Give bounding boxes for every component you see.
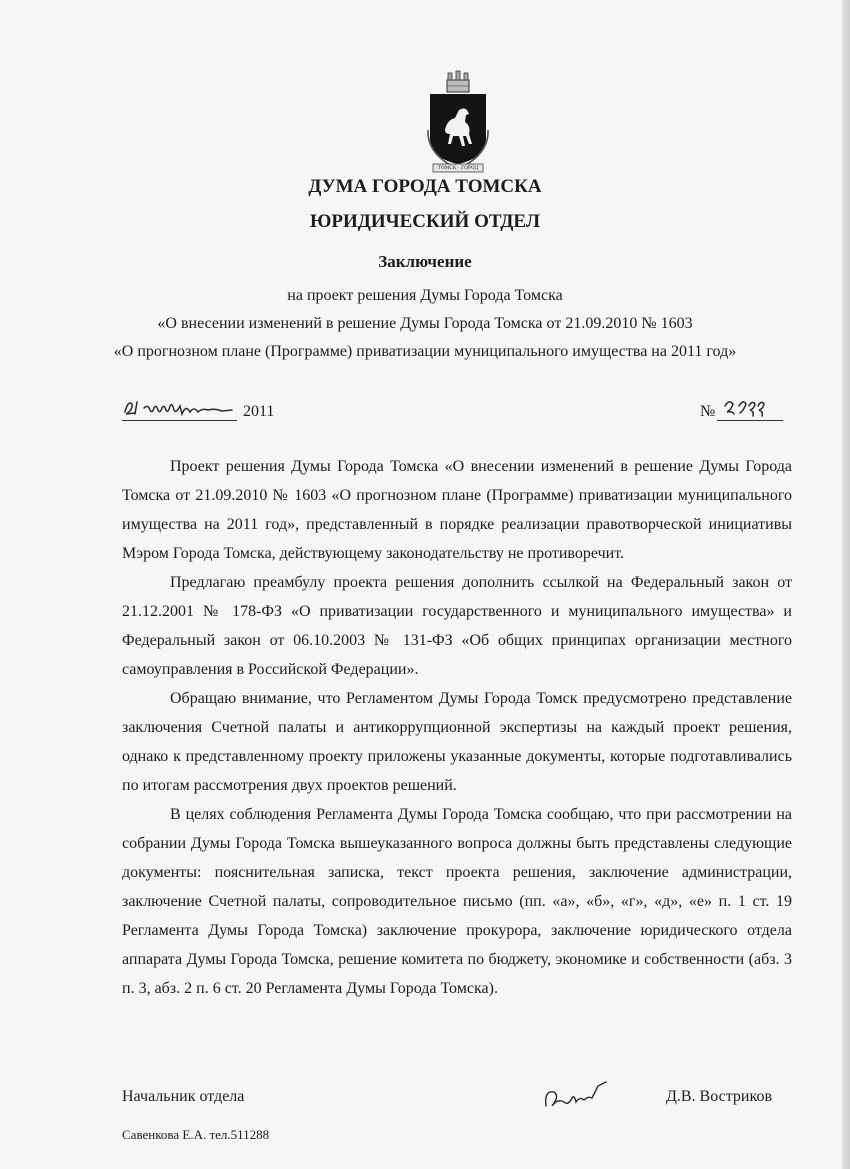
emblem-motto: ТОМСК · ГОРОД — [437, 166, 479, 171]
conclusion-body — [122, 452, 792, 1003]
signature-block — [122, 1088, 772, 1118]
subject-line: «О внесении изменений в решение Думы Города Томска от 21.09.2010 № 1603 — [157, 315, 693, 332]
signer-name: Д.В. Востриков — [665, 1088, 772, 1105]
department-name: ЮРИДИЧЕСКИЙ ОТДЕЛ — [310, 211, 540, 232]
coat-of-arms-icon — [423, 70, 493, 180]
paragraph: Обращаю внимание, что Регламентом Думы Города Томск предусмотрено представление заключения Счетной палаты и антикоррупционной экспертизы на каждый проект решения, однако к представленному проекту приложены указанные документы, которые подготавливались по итогам рассмотрения двух проектов решений. — [122, 690, 792, 794]
signer-position: Начальник отдела — [122, 1088, 245, 1105]
paragraph: В целях соблюдения Регламента Думы Города Томска сообщаю, что при рассмотрении на собрании Думы Города Томска вышеуказанного вопроса должны быть представлены следующие документы: пояснительная записка, текст проекта решения, заключение администрации, заключение Счетной палаты, сопроводительное письмо (пп. «а», «б», «г», «д», «е» п. 1 ст. 19 Регламента Думы Города Томска) заключение прокурора, заключение юридического отдела аппарата Думы Города Томска, решение комитета по бюджету, экономике и собственности (абз. 3 п. 3, абз. 2 п. 6 ст. 20 Регламента Думы Города Томска). — [122, 806, 792, 997]
document-title: Заключение — [378, 252, 472, 271]
handwritten-number — [717, 398, 783, 421]
city-coat-of-arms — [423, 70, 493, 180]
paragraph: Проект решения Думы Города Томска «О внесении изменений в решение Думы Города Томска от 21.09.2010 № 1603 «О прогнозном плане (Программе) приватизации муниципального имущества на 2011 год», представленный в порядке реализации правотворческой инициативы Мэром Города Томска, действующему законодательству не противоречит. — [122, 458, 792, 562]
number-label: № — [700, 403, 716, 420]
subject-line: «О прогнозном плане (Программе) приватизации муниципального имущества на 2011 год» — [113, 343, 737, 360]
subject-line: на проект решения Думы Города Томска — [287, 287, 563, 304]
organization-name: ДУМА ГОРОДА ТОМСКА — [308, 176, 542, 197]
handwritten-number-scribble-icon — [721, 394, 781, 420]
document-number — [700, 398, 783, 424]
handwritten-date — [122, 398, 237, 421]
contact-info: Савенкова Е.А. тел.511288 — [122, 1127, 270, 1142]
document-date — [122, 398, 274, 424]
handwritten-date-scribble-icon — [122, 394, 237, 420]
handwritten-signature-icon — [540, 1076, 610, 1116]
paragraph: Предлагаю преамбулу проекта решения дополнить ссылкой на Федеральный закон от 21.12.2001 № 178-ФЗ «О приватизации государственного и муниципального имущества» и Федеральный закон от 06.10.2003 № 131-ФЗ «Об общих принципах организации местного самоуправления в Российской Федерации». — [122, 574, 792, 678]
date-year: 2011 — [243, 403, 275, 420]
